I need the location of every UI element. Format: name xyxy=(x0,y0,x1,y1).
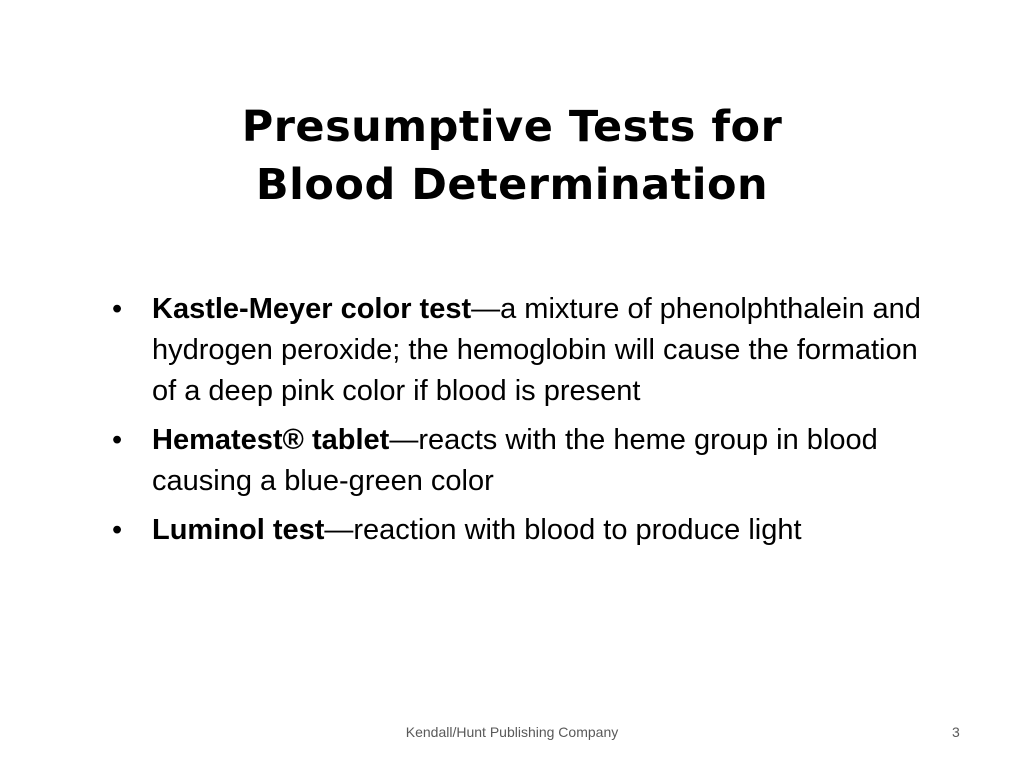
bullet-item-hematest xyxy=(112,420,932,502)
title-line-1: Presumptive Tests for xyxy=(241,102,783,152)
title-line-2: Blood Determination xyxy=(255,160,769,210)
page-number: 3 xyxy=(952,724,960,740)
bullet-description: —reaction with blood to produce light xyxy=(324,514,802,546)
slide-footer: Kendall/Hunt Publishing Company xyxy=(405,724,619,740)
bullet-term: Luminol test xyxy=(152,514,325,546)
bullet-description: —a mixture of phenolphthalein and hydrogen peroxide; the hemoglobin will cause the formation of a deep pink color if blood is present xyxy=(152,293,921,407)
bullet-term: Kastle-Meyer color test xyxy=(152,293,472,325)
bullet-item-kastle-meyer xyxy=(112,289,932,412)
bullet-marker: • xyxy=(112,293,123,325)
bullet-marker: • xyxy=(112,514,123,546)
bullet-list xyxy=(112,289,932,559)
bullet-marker: • xyxy=(112,424,123,456)
bullet-term: Hematest® tablet xyxy=(152,424,390,456)
slide-title xyxy=(0,98,1024,214)
bullet-description: —reacts with the heme group in blood causing a blue-green color xyxy=(152,424,878,497)
bullet-item-luminol xyxy=(112,510,932,551)
